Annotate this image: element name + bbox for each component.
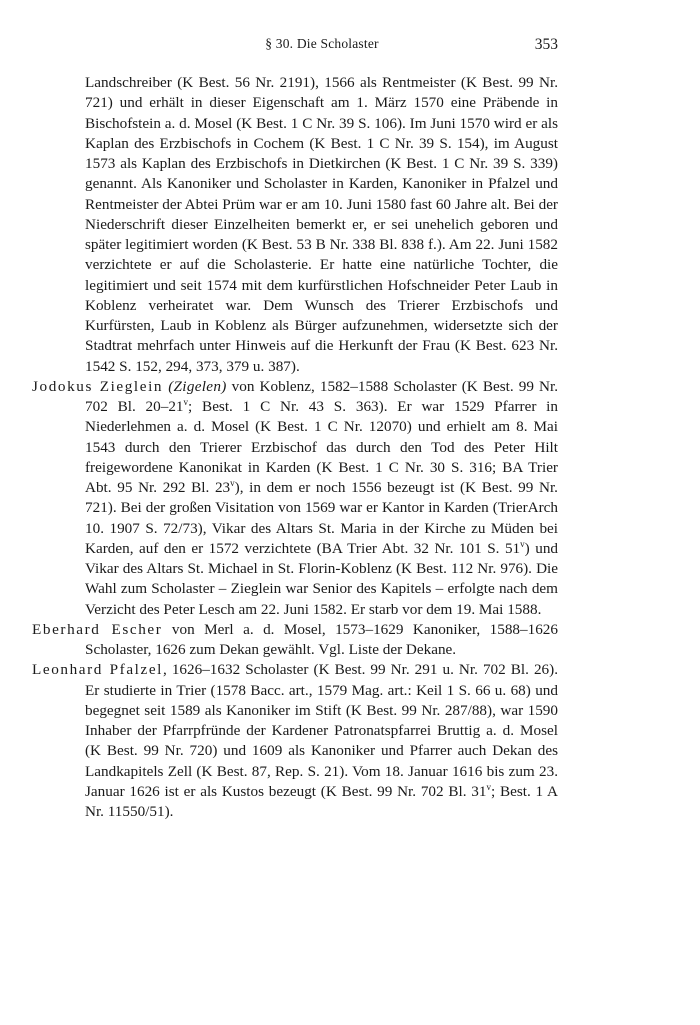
entry-name-variant: (Zigelen)	[168, 377, 227, 395]
verso-mark: v	[520, 538, 525, 549]
entry-eberhard-escher	[32, 620, 558, 661]
entry-text: ), in dem er noch 1556 bezeugt ist (K Best. 99 Nr. 721). Bei der großen Visitation von 1569 war er Kantor in Karden (TrierArch 10. 1907 S. 72/73), Vikar des Altars St. Maria in der Kirche zu Müden bei Karden, auf den er 1572 verzichtete (BA Trier Abt. 32 Nr. 101 S. 51	[85, 479, 558, 557]
entry-text: ; Best. 1 A Nr. 11550/51).	[85, 782, 558, 820]
running-title: § 30. Die Scholaster	[265, 36, 379, 51]
verso-mark: v	[230, 477, 235, 488]
verso-mark: v	[183, 396, 189, 407]
verso-mark: v	[486, 781, 491, 792]
running-head	[86, 36, 558, 56]
entry-text: ; Best. 1 C Nr. 43 S. 363). Er war 1529 Pfarrer in Niederlehmen a. d. Mosel (K Best. 1 C Nr. 12070) und erhielt am 8. Mai 1543 durch den Trierer Erzbischof das durch den Tod des Peter Hilt freigewordene Kanonikat in Karden (K Best. 1 C Nr. 30 S. 316; BA Trier Abt. 95 Nr. 292 Bl. 23	[85, 398, 558, 496]
body-text	[32, 73, 558, 822]
entry-name: Leonhard Pfalzel	[32, 661, 163, 679]
entry-leonhard-pfalzel	[32, 660, 558, 822]
entry-name: Eberhard Escher	[32, 620, 163, 638]
entry-text: von Merl a. d. Mosel, 1573–1629 Kanoniker, 1588–1626 Scholaster, 1626 zum Dekan gewählt. Vgl. Liste der Dekane.	[85, 620, 558, 658]
entry-jodokus-zieglein	[32, 377, 558, 620]
continuation-paragraph: Landschreiber (K Best. 56 Nr. 2191), 1566 als Rentmeister (K Best. 99 Nr. 721) und erhält in dieser Eigenschaft am 1. März 1570 eine Präbende in Bischofstein a. d. Mosel (K Best. 1 C Nr. 39 S. 106). Im Juni 1570 wird er als Kaplan des Erzbischofs in Cochem (K Best. 1 C Nr. 39 S. 154), im August 1573 als Kaplan des Erzbischofs in Dietkirchen (K Best. 1 C Nr. 39 S. 339) genannt. Als Kanoniker und Scholaster in Karden, Kanoniker in Pfalzel und Rentmeister der Abtei Prüm war er am 10. Juni 1580 fast 60 Jahre alt. Bei der Niederschrift dieser Einzelheiten bemerkt er, er sei unehelich geboren und später legitimiert worden (K Best. 53 B Nr. 338 Bl. 838 f.). Am 22. Juni 1582 verzichtete er auf die Scholasterie. Er hatte eine natürliche Tochter, die legitimiert und seit 1574 mit dem kurfürstlichen Hofschneider Peter Laub in Koblenz verheiratet war. Dem Wunsch des Trierer Erzbischofs und Kurfürsten, Laub in Koblenz als Bürger aufzunehmen, widersetzte sich der Stadtrat mehrfach unter Hinweis auf die Herkunft der Frau (K Best. 623 Nr. 1542 S. 152, 294, 373, 379 u. 387).	[85, 74, 558, 375]
entry-text: ) und Vikar des Altars St. Michael in St. Florin-Koblenz (K Best. 112 Nr. 976). Die Wahl zum Scholaster – Zieglein war Senior des Kapitels – erfolgte nach dem Verzicht des Peter Lesch am 22. Juni 1582. Er starb vor dem 19. Mai 1588.	[85, 539, 559, 618]
entry-text: von Koblenz, 1582–1588 Scholaster (K Best. 99 Nr. 702 Bl. 20–21	[85, 377, 558, 415]
entry-name: Jodokus Zieglein	[32, 377, 164, 395]
page-number: 353	[534, 36, 558, 53]
entry-text: , 1626–1632 Scholaster (K Best. 99 Nr. 291 u. Nr. 702 Bl. 26). Er studierte in Trier (1578 Bacc. art., 1579 Mag. art.: Keil 1 S. 66 u. 68) und begegnet seit 1589 als Kanoniker im Stift (K Best. 99 Nr. 287/88), war 1590 Inhaber der Pfarrpfründe der Kardener Patronatspfarrei Bruttig a. d. Mosel (K Best. 99 Nr. 720) und 1609 als Kanoniker und Pfarrer auch Dekan des Landkapitels Zell (K Best. 87, Rep. S. 21). Vom 18. Januar 1616 bis zum 23. Januar 1626 ist er als Kustos bezeugt (K Best. 99 Nr. 702 Bl. 31	[85, 661, 558, 800]
